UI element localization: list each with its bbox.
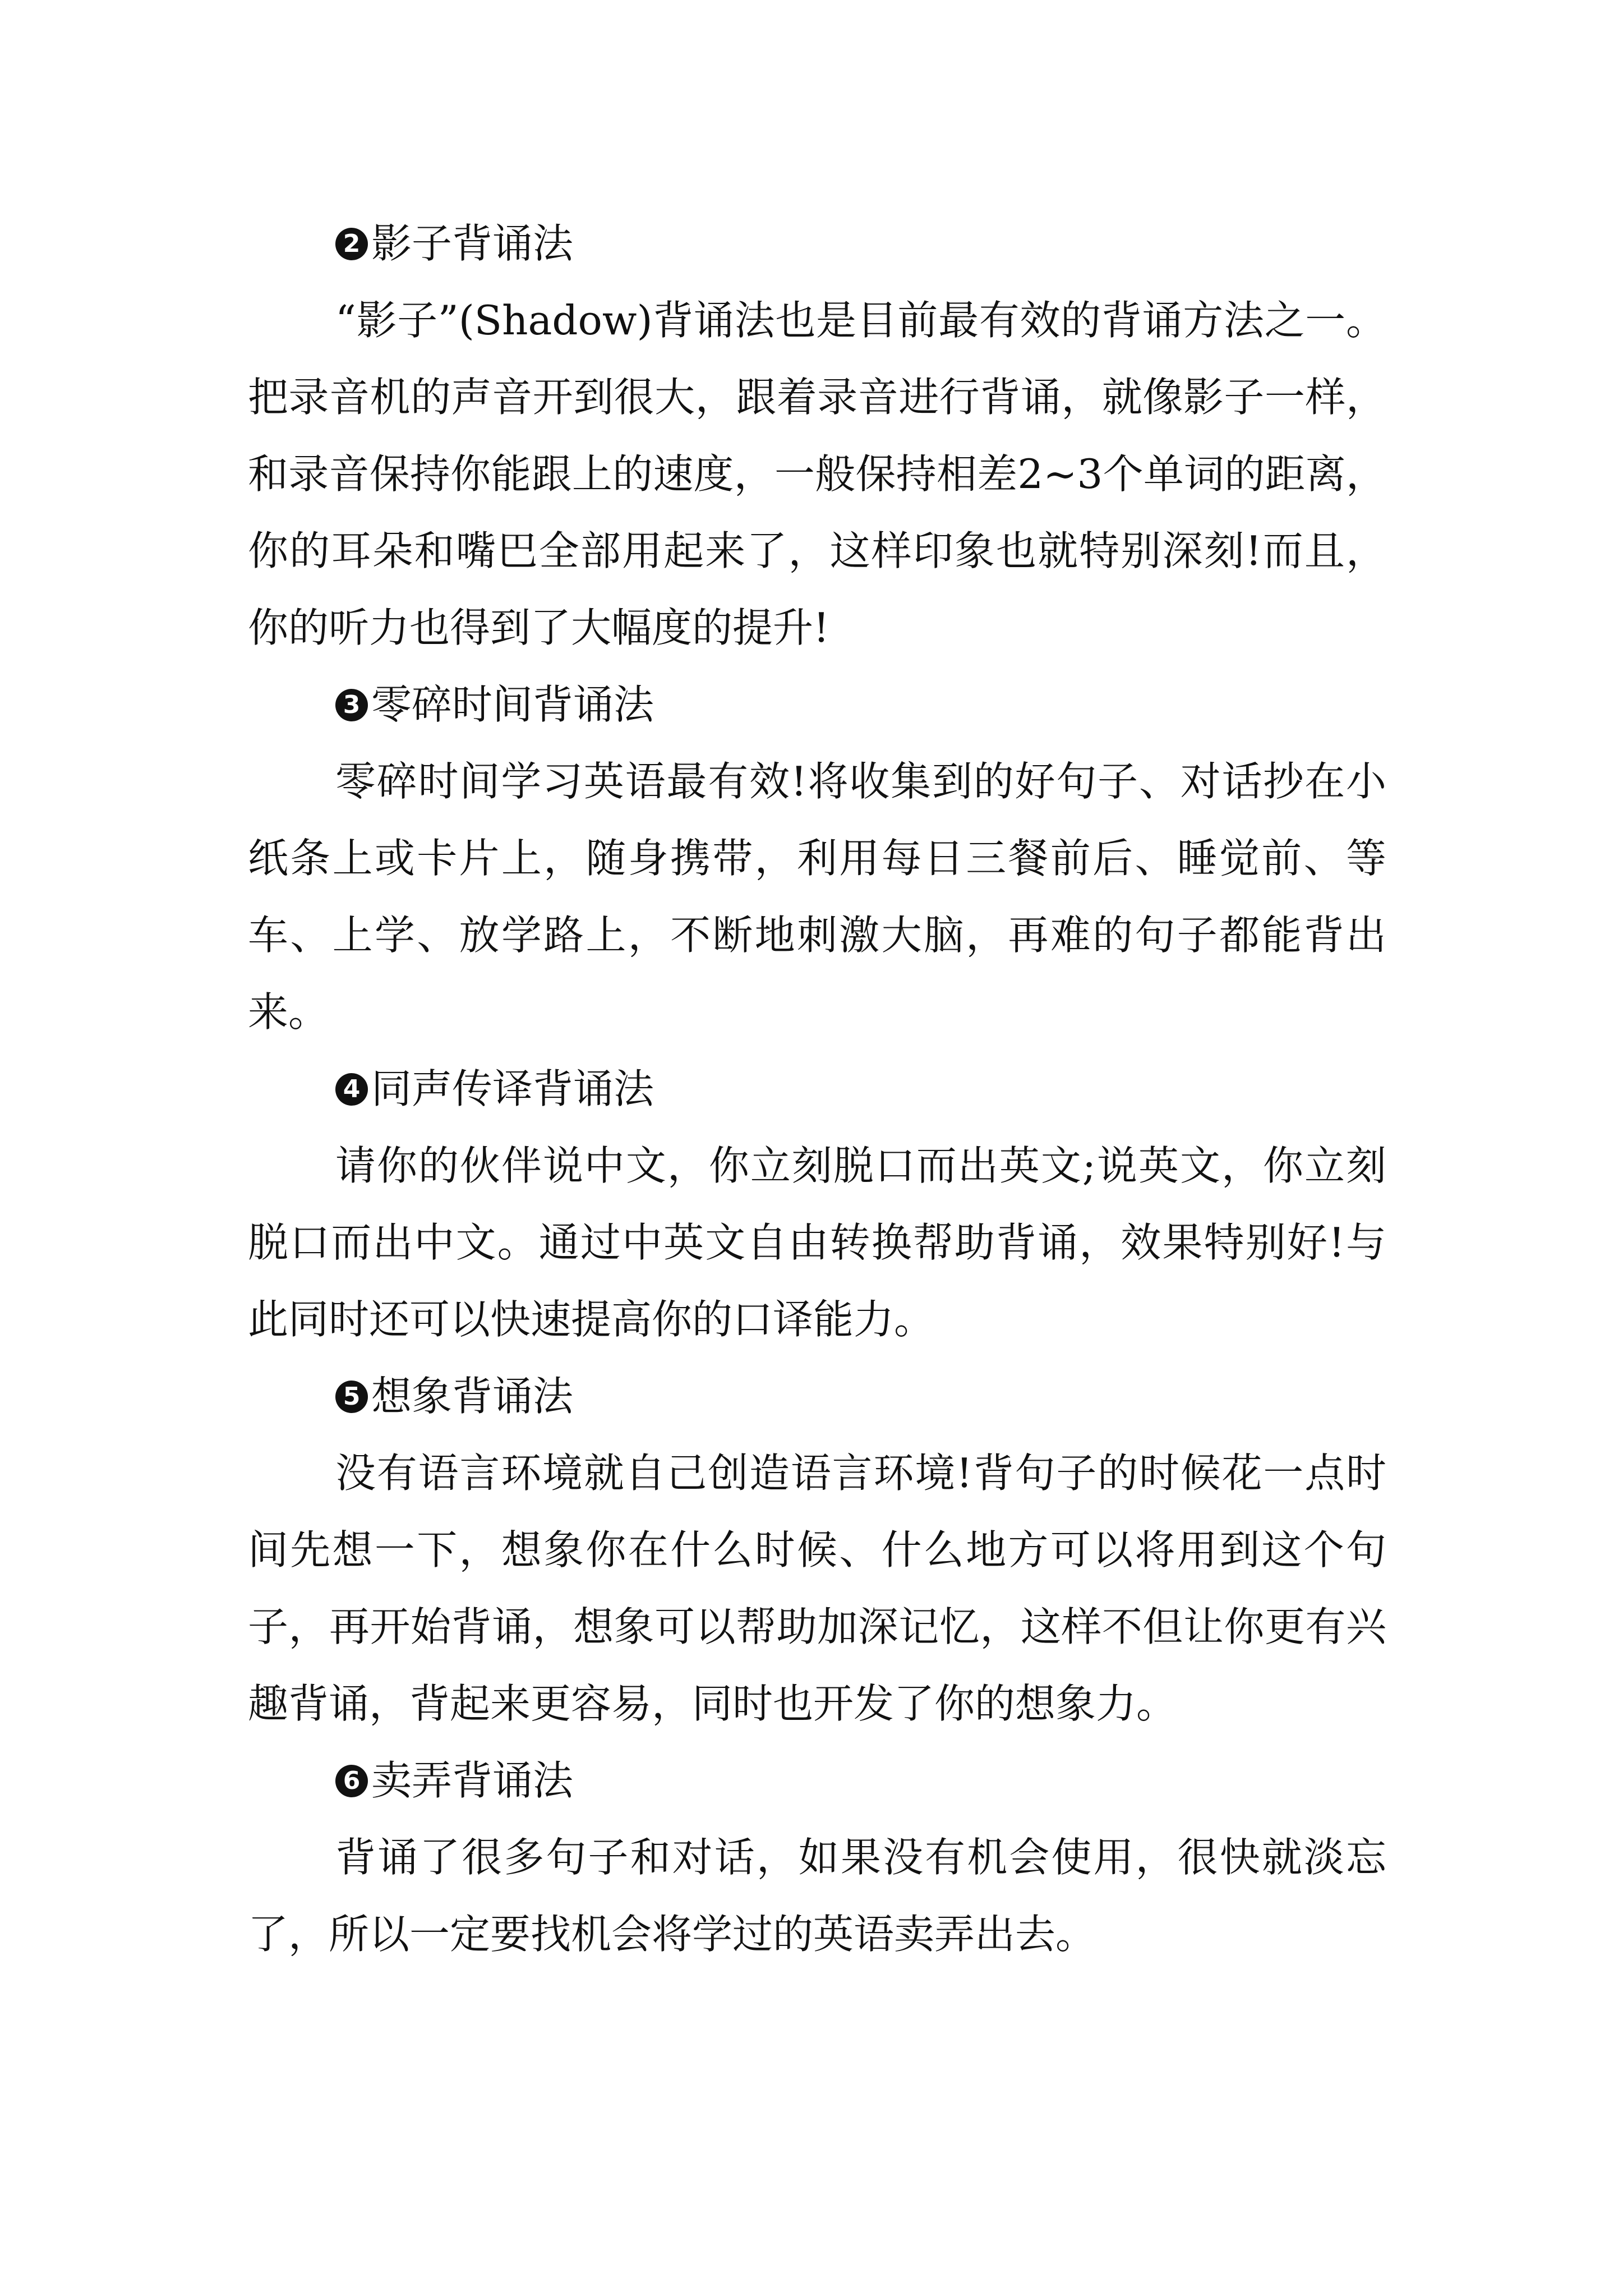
section-title: 卖弄背诵法: [371, 1757, 574, 1804]
section-paragraph: 没有语言环境就自己创造语言环境!背句子的时候花一点时间先想一下，想象你在什么时候、什么地方可以将用到这个句子，再开始背诵，想象可以帮助加深记忆，这样不但让你更有兴趣背诵，背起来更容易，同时也开发了你的想象力。: [248, 1450, 1386, 1727]
number-5-icon: 5: [335, 1381, 368, 1413]
section-paragraph: 零碎时间学习英语最有效!将收集到的好句子、对话抄在小纸条上或卡片上，随身携带，利用每日三餐前后、睡觉前、等车、上学、放学路上，不断地刺激大脑，再难的句子都能背出来。: [248, 758, 1386, 1036]
section-heading-spare-time: [248, 666, 1386, 743]
section-paragraph: 请你的伙伴说中文，你立刻脱口而出英文;说英文，你立刻脱口而出中文。通过中英文自由转换帮助背诵，效果特别好!与此同时还可以快速提高你的口译能力。: [248, 1142, 1386, 1343]
section-heading-interpretation: [248, 1051, 1386, 1128]
number-2-icon: 2: [335, 228, 368, 260]
section-title: 零碎时间背诵法: [371, 681, 654, 728]
section-title: 想象背诵法: [371, 1373, 574, 1420]
section-heading-shadow: [248, 205, 1386, 282]
section-heading-imagination: [248, 1358, 1386, 1435]
number-3-icon: 3: [335, 689, 368, 721]
number-6-icon: 6: [335, 1765, 368, 1797]
number-4-icon: 4: [335, 1073, 368, 1106]
section-paragraph: 背诵了很多句子和对话，如果没有机会使用，很快就淡忘了，所以一定要找机会将学过的英语卖弄出去。: [248, 1834, 1386, 1958]
section-heading-show-off: [248, 1742, 1386, 1819]
section-title: 同声传译背诵法: [371, 1065, 654, 1112]
document-body: [248, 205, 1386, 1973]
section-title: 影子背诵法: [371, 220, 574, 267]
section-paragraph: “影子”(Shadow)背诵法也是目前最有效的背诵方法之一。把录音机的声音开到很大，跟着录音进行背诵，就像影子一样，和录音保持你能跟上的速度，一般保持相差2~3个单词的距离，你的耳朵和嘴巴全部用起来了，这样印象也就特别深刻!而且，你的听力也得到了大幅度的提升!: [248, 297, 1386, 651]
